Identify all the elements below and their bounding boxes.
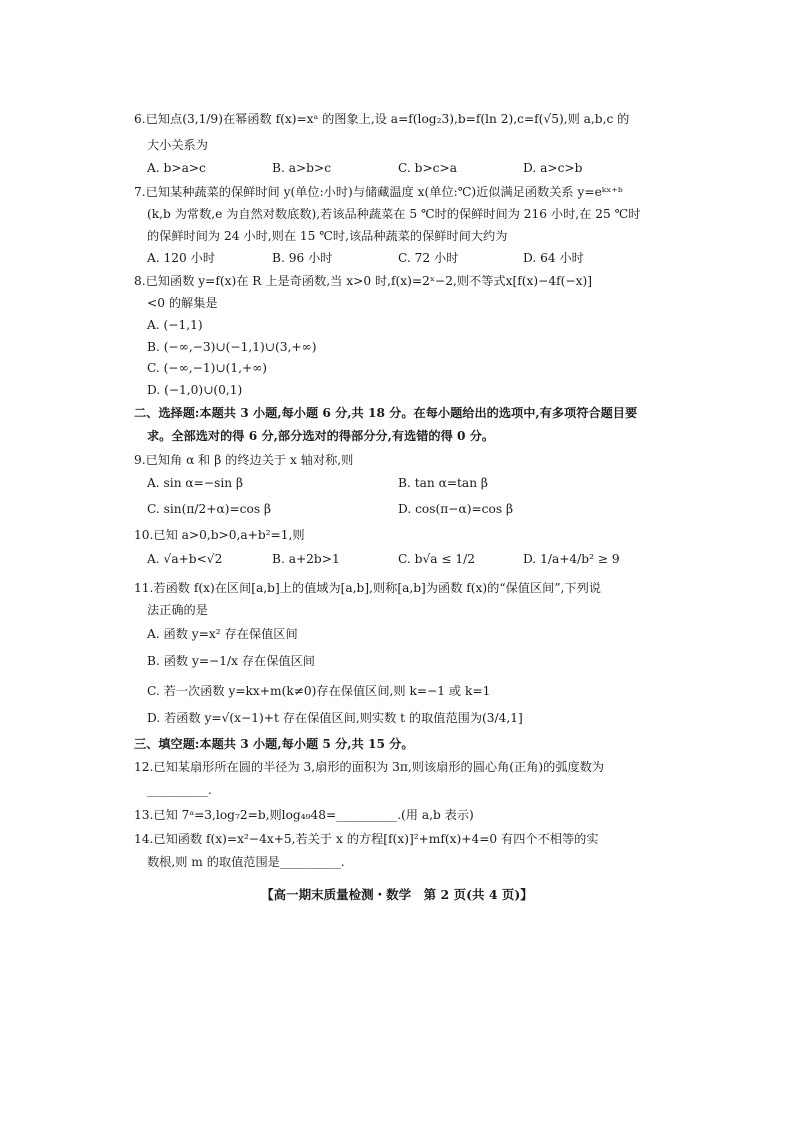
q8-option-d: D. (−1,0)∪(0,1) bbox=[147, 383, 243, 397]
q6-option-a: A. b>a>c bbox=[147, 161, 206, 175]
q9-option-a: A. sin α=−sin β bbox=[147, 476, 244, 490]
q8-option-a: A. (−1,1) bbox=[147, 318, 203, 332]
q11-line2: 法正确的是 bbox=[147, 603, 208, 617]
q11-option-c: C. 若一次函数 y=kx+m(k≠0)存在保值区间,则 k=−1 或 k=1 bbox=[147, 684, 491, 698]
q9-option-c: C. sin(π/2+α)=cos β bbox=[147, 502, 272, 516]
q14-line2: 数根,则 m 的取值范围是__________. bbox=[147, 855, 345, 869]
q9-line1: 9.已知角 α 和 β 的终边关于 x 轴对称,则 bbox=[134, 453, 354, 467]
q12-line1: 12.已知某扇形所在圆的半径为 3,扇形的面积为 3π,则该扇形的圆心角(正角)的弧度数为 bbox=[134, 760, 605, 774]
q10-option-a: A. √a+b<√2 bbox=[147, 552, 223, 566]
q7-option-b: B. 96 小时 bbox=[272, 251, 333, 265]
q6-line2: 大小关系为 bbox=[147, 138, 208, 152]
q6-line1: 6.已知点(3,1/9)在幂函数 f(x)=xᵃ 的图象上,设 a=f(log₂3),b=f(ln 2),c=f(√5),则 a,b,c 的 bbox=[134, 112, 630, 126]
q11-line1: 11.若函数 f(x)在区间[a,b]上的值域为[a,b],则称[a,b]为函数 f(x)的“保值区间”,下列说 bbox=[134, 581, 601, 595]
q6-option-c: C. b>c>a bbox=[398, 161, 457, 175]
q10-option-b: B. a+2b>1 bbox=[272, 552, 340, 566]
page-footer: 【高一期末质量检测・数学 第 2 页(共 4 页)】 bbox=[261, 887, 533, 902]
q8-line1: 8.已知函数 y=f(x)在 R 上是奇函数,当 x>0 时,f(x)=2ˣ−2,则不等式x[f(x)−4f(−x)] bbox=[134, 274, 592, 288]
q7-line1: 7.已知某种蔬菜的保鲜时间 y(单位:小时)与储藏温度 x(单位:℃)近似满足函数关系 y=eᵏˣ⁺ᵇ bbox=[134, 185, 623, 199]
section3-heading: 三、填空题:本题共 3 小题,每小题 5 分,共 15 分。 bbox=[134, 737, 414, 751]
q12-line2: __________. bbox=[147, 783, 212, 797]
q11-option-a: A. 函数 y=x² 存在保值区间 bbox=[147, 627, 298, 641]
section2-heading-line2: 求。全部选对的得 6 分,部分选对的得部分分,有选错的得 0 分。 bbox=[147, 429, 495, 443]
q7-line2: (k,b 为常数,e 为自然对数底数),若该品种蔬菜在 5 ℃时的保鲜时间为 216 小时,在 25 ℃时 bbox=[147, 207, 641, 221]
q6-option-d: D. a>c>b bbox=[523, 161, 583, 175]
q8-option-c: C. (−∞,−1)∪(1,+∞) bbox=[147, 361, 268, 375]
q8-line2: <0 的解集是 bbox=[147, 296, 218, 310]
q14-line1: 14.已知函数 f(x)=x²−4x+5,若关于 x 的方程[f(x)]²+mf(x)+4=0 有四个不相等的实 bbox=[134, 832, 599, 846]
q8-option-b: B. (−∞,−3)∪(−1,1)∪(3,+∞) bbox=[147, 340, 317, 354]
q10-option-d: D. 1/a+4/b² ≥ 9 bbox=[523, 552, 620, 566]
q7-option-a: A. 120 小时 bbox=[147, 251, 216, 265]
section2-heading-line1: 二、选择题:本题共 3 小题,每小题 6 分,共 18 分。在每小题给出的选项中,有多项符合题目要 bbox=[134, 406, 638, 420]
q9-option-b: B. tan α=tan β bbox=[398, 476, 488, 490]
q11-option-d: D. 若函数 y=√(x−1)+t 存在保值区间,则实数 t 的取值范围为(3/4,1] bbox=[147, 711, 523, 725]
q13-line1: 13.已知 7ᵃ=3,log₇2=b,则log₄₉48=__________.(用 a,b 表示) bbox=[134, 808, 474, 822]
q6-option-b: B. a>b>c bbox=[272, 161, 332, 175]
q7-line3: 的保鲜时间为 24 小时,则在 15 ℃时,该品种蔬菜的保鲜时间大约为 bbox=[147, 229, 508, 243]
q7-option-c: C. 72 小时 bbox=[398, 251, 459, 265]
q10-option-c: C. b√a ≤ 1/2 bbox=[398, 552, 476, 566]
q10-line1: 10.已知 a>0,b>0,a+b²=1,则 bbox=[134, 528, 305, 542]
q11-option-b: B. 函数 y=−1/x 存在保值区间 bbox=[147, 654, 315, 668]
q7-option-d: D. 64 小时 bbox=[523, 251, 584, 265]
q9-option-d: D. cos(π−α)=cos β bbox=[398, 502, 514, 516]
